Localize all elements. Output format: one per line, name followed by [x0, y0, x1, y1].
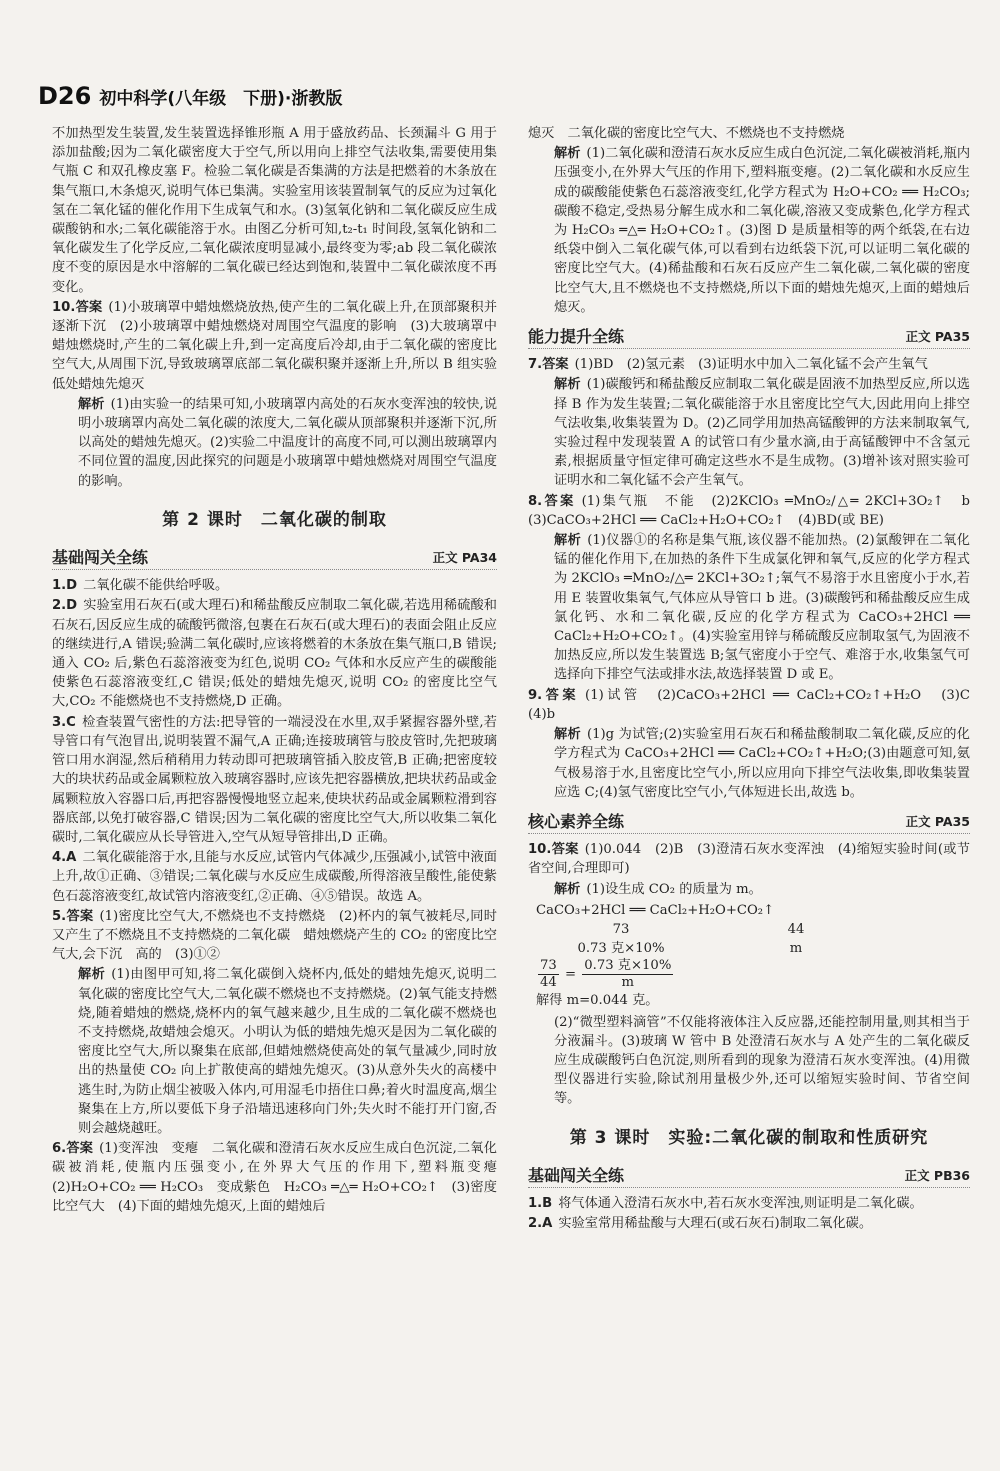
question-number: 4.A — [52, 850, 77, 866]
q4-text: 二氧化碳能溶于水,且能与水反应,试管内气体减少,压强减小,试管中液面上升,故①正确、③错误;二氧化碳与水反应生成碳酸,所得溶液呈酸性,能使紫色石蕊溶液变红,故试管内溶液变红,②正确、④⑤错误。故选 A。 — [52, 850, 497, 904]
page-header — [38, 78, 342, 114]
fraction-numerator: 0.73 克×10% — [584, 958, 672, 974]
section-ref: 正文 PA35 — [905, 329, 970, 345]
answer-text: (1)小玻璃罩中蜡烛燃烧放热,使产生的二氧化碳上升,在顶部聚积并逐渐下沉 (2)小玻璃罩中蜡烛燃烧对周围空气温度的影响 (3)大玻璃罩中蜡烛燃烧时,产生的二氧化碳上升,到一定高度后冷却,由于二氧化碳的密度比空气大,从周围下沉,导致玻璃罩底部二氧化碳积聚并逐渐上升,所以 B 组实验低处蜡烛先熄灭 — [52, 299, 498, 392]
analysis-tag: 解析 — [554, 533, 582, 549]
section-basic-2 — [528, 1166, 970, 1188]
analysis-text: (1)仪器①的名称是集气瓶,该仪器不能加热。(2)氯酸钾在二氧化锰的催化作用下,在加热的条件下生成氯化钾和氧气,反应的化学方程式为 2KClO₃ ═MnO₂/△═ 2KCl+3O₂↑;氧气不易溶于水且密度小于水,若用 E 装置收集氧气,气体应从导管口 b 进。(3)碳酸钙和稀盐酸反应生成氯化钙、水和二氧化碳,反应的化学方程式为 CaCO₃+2HCl ══ CaCl₂+H₂O+CO₂↑。(4)实验室用锌与稀硫酸反应制取氢气,为固液不加热反应,所以发生装置选 B;氢气密度小于空气、难溶于水,收集氢气可选择向下排空气法或排水法,故选择装置 D 或 E。 — [554, 533, 970, 683]
calc-equation: CaCO₃+2HCl ══ CaCl₂+H₂O+CO₂↑ — [536, 902, 775, 918]
question-number: 1.B — [528, 1195, 553, 1211]
section-ref: 正文 PA35 — [905, 813, 970, 829]
analysis-tag: 解析 — [554, 146, 581, 162]
question-number: 2.A — [528, 1216, 553, 1232]
q1-text: 将气体通入澄清石灰水中,若石灰水变浑浊,则证明是二氧化碳。 — [558, 1195, 923, 1211]
q10-analysis — [52, 395, 497, 491]
q2-text: 实验室用石灰石(或大理石)和稀盐酸反应制取二氧化碳,若选用稀硫酸和石灰石,因反应生成的硫酸钙微溶,包裹在石灰石(或大理石)的表面会阻止反应的继续进行,A 错误;验满二氧化碳时,应该将燃着的木条放在集气瓶口,B 错误;通入 CO₂ 后,紫色石蕊溶液变为红色,说明 CO₂ 气体和水反应产生的碳酸能使紫色石蕊溶液变红,C 错误;低处的蜡烛先熄灭,说明 CO₂ 的密度比空气大,CO₂ 不能燃烧也不支持燃烧,D 正确。 — [52, 598, 497, 710]
q10r-answer — [528, 840, 970, 878]
section-ability — [528, 327, 970, 349]
section-name: 核心素养全练 — [528, 811, 625, 831]
q1 — [52, 576, 497, 595]
q10r-analysis — [528, 880, 970, 899]
q10-answer — [52, 298, 497, 394]
answer-text: (1)密度比空气大,不燃烧也不支持燃烧 (2)杯内的氧气被耗尽,同时又产生了不燃烧且不支持燃烧的二氧化碳 蜡烛燃烧产生的 CO₂ 的密度比空气大,会下沉 高的 (3)①② — [52, 908, 497, 963]
fraction-numerator: 73 — [540, 958, 557, 974]
analysis-tag: 解析 — [78, 396, 105, 412]
q9-analysis — [528, 725, 970, 802]
answer-tag: 答案 — [66, 908, 94, 924]
q3 — [52, 713, 497, 847]
question-number: 10. — [528, 842, 552, 858]
question-number: 10. — [52, 299, 76, 315]
q9-answer — [528, 686, 984, 724]
answer-tag: 答案 — [66, 1141, 94, 1157]
q10r-analysis-2: (2)“微型塑料滴管”不仅能将液体注入反应器,还能控制用量,则其相当于分液漏斗。(3)玻璃 W 管中 B 处澄清石灰水与 A 处产生的二氧化碳反应生成碳酸钙白色沉淀,则所看到的现象为澄清石灰水变浑浊。(4)用微型仪器进行实验,除试剂用量极少外,还可以缩短实验时间、节省空间等。 — [554, 1014, 970, 1107]
question-number: 9. — [528, 687, 543, 703]
answer-text: (1)集气瓶 不能 (2)2KClO₃ ═MnO₂/△═ 2KCl+3O₂↑ b (3)CaCO₃+2HCl ══ CaCl₂+H₂O+CO₂↑ (4)BD(或 BE) — [528, 493, 984, 528]
analysis-text: (1)碳酸钙和稀盐酸反应制取二氧化碳是固液不加热型反应,所以选择 B 作为发生装置;二氧化碳能溶于水且密度比空气大,因此用向上排空气法收集,收集装置为 D。(2)乙同学用加热高锰酸钾的方法来制取氧气,实验过程中发现装置 A 的试管口有少量水滴,由于高锰酸钾中不含氢元素,根据质量守恒定律可确定这些水不是生成物。(3)增补该对照实验可证明水和二氧化锰不会产生氧气。 — [554, 377, 970, 489]
question-number: 7. — [528, 357, 543, 373]
section-ref: 正文 PA34 — [432, 550, 497, 566]
q5-analysis — [52, 965, 497, 1138]
q6-answer — [52, 1139, 511, 1216]
question-number: 2.D — [52, 598, 78, 614]
fraction-denominator: m — [621, 975, 635, 991]
calc-row-2 — [536, 939, 970, 958]
q1-lesson3 — [528, 1194, 970, 1213]
calculation — [528, 901, 970, 1011]
book-title: 初中科学(八年级 下册)·浙教版 — [99, 88, 343, 109]
answer-text: (1)变浑浊 变瘪 二氧化碳和澄清石灰水反应生成白色沉淀,二氧化碳被消耗,使瓶内压强变小,在外界大气压的作用下,塑料瓶变瘪 (2)H₂O+CO₂ ══ H₂CO₃ 变成紫色 H₂CO₃ ═△═ H₂O+CO₂↑ (3)密度比空气大 (4)下面的蜡烛先熄灭,上面的蜡烛后 — [52, 1141, 511, 1214]
calc-result: 解得 m=0.044 克。 — [536, 993, 659, 1009]
q4 — [52, 848, 497, 906]
q2-lesson3 — [528, 1214, 970, 1233]
calc-row-1 — [536, 920, 970, 939]
q2-text: 实验室常用稀盐酸与大理石(或石灰石)制取二氧化碳。 — [558, 1216, 873, 1232]
right-column — [528, 124, 984, 1461]
q7-answer — [528, 355, 970, 374]
answer-tag: 答案 — [542, 493, 576, 509]
section-ref: 正文 PB36 — [904, 1167, 970, 1183]
intro-paragraph: 不加热型发生装置,发生装置选择锥形瓶 A 用于盛放药品、长颈漏斗 G 用于添加盐酸;因为二氧化碳密度大于空气,所以用向上排空气法收集,需要使用集气瓶 C 和双孔橡皮塞 F。检验二氧化碳是否集满的方法是把燃着的木条放在集气瓶口,木条熄灭,说明气体已集满。实验室用该装置制氧气的反应为过氧化氢在二氧化锰的催化作用下生成氧气和水。(3)氢氧化钠和二氧化碳反应生成碳酸钠和水;二氧化碳能溶于水。由图乙分析可知,t₂-t₁ 时间段,氢氧化钠和二氧化碳发生了化学反应,二氧化碳浓度明显减小,最终变为零;ab 段二氧化碳浓度不变的原因是水中溶解的二氧化碳已经达到饱和,装置中二氧化碳浓度不再变化。 — [52, 126, 497, 295]
fraction-left — [538, 958, 559, 991]
q6-continued: 熄灭 二氧化碳的密度比空气大、不燃烧也不支持燃烧 — [528, 126, 845, 141]
question-number: 5. — [52, 908, 67, 924]
lesson-2-title: 第 2 课时 二氧化碳的制取 — [162, 509, 387, 530]
section-name: 能力提升全练 — [528, 327, 625, 347]
answer-text: (1)0.044 (2)B (3)澄清石灰水变浑浊 (4)缩短实验时间(或节省空间,合理即可) — [528, 842, 970, 877]
page-number: D26 — [38, 82, 92, 110]
analysis-tag: 解析 — [554, 881, 581, 897]
section-basic — [52, 548, 497, 570]
q7-analysis — [528, 375, 970, 490]
answer-text: (1)试管 (2)CaCO₃+2HCl ══ CaCl₂+CO₂↑+H₂O (3)C (4)b — [528, 687, 984, 722]
question-number: 6. — [52, 1141, 67, 1157]
q8-analysis — [528, 531, 970, 685]
calc-mass-b: m — [789, 941, 803, 957]
q5-answer — [52, 907, 497, 965]
lesson-3-title: 第 3 课时 实验:二氧化碳的制取和性质研究 — [569, 1127, 929, 1148]
analysis-text: (1)g 为试管;(2)实验室用石灰石和稀盐酸制取二氧化碳,反应的化学方程式为 CaCO₃+2HCl ══ CaCl₂+CO₂↑+H₂O;(3)由题意可知,氨气极易溶于水,且密度比空气小,所以应用向下排空气法收集,即收集装置应选 C;(4)氢气密度比空气小,气体短进长出,故选 b。 — [554, 727, 970, 800]
fraction-denominator: 44 — [540, 975, 557, 991]
q6-analysis — [528, 144, 970, 317]
question-number: 3.C — [52, 714, 76, 730]
analysis-tag: 解析 — [78, 967, 106, 983]
answer-tag: 答案 — [75, 299, 103, 315]
calc-molar-b: 44 — [787, 921, 805, 937]
section-name: 基础闯关全练 — [528, 1165, 625, 1185]
answer-tag: 答案 — [542, 357, 569, 373]
analysis-text: (1)二氧化碳和澄清石灰水反应生成白色沉淀,二氧化碳被消耗,瓶内压强变小,在外界大气压的作用下,塑料瓶变瘪。(2)二氧化碳和水反应生成的碳酸能使紫色石蕊溶液变红,化学方程式为 H₂O+CO₂ ══ H₂CO₃;碳酸不稳定,受热易分解生成水和二氧化碳,溶液又变成紫色,化学方程式为 H₂CO₃ ═△═ H₂O+CO₂↑。(3)图 D 是质量相等的两个纸袋,在右边纸袋中倒入二氧化碳气体,可以看到右边纸袋下沉,可以证明二氧化碳的密度比空气大。(4)稀盐酸和石灰石反应产生二氧化碳,二氧化碳的密度比空气大,且不燃烧也不支持燃烧,所以下面的蜡烛先熄灭,上面的蜡烛后熄灭。 — [554, 146, 971, 315]
analysis-text: (1)由实验一的结果可知,小玻璃罩内高处的石灰水变浑浊的较快,说明小玻璃罩内高处二氧化碳的浓度大,二氧化碳从顶部聚积并逐渐下沉,所以高处的蜡烛先熄灭。(2)实验二中温度计的高度不同,可以测出玻璃罩内不同位置的温度,因此探究的问题是小玻璃罩中蜡烛燃烧对周围空气温度的影响。 — [78, 396, 498, 489]
analysis-text: (1)由图甲可知,将二氧化碳倒入烧杯内,低处的蜡烛先熄灭,说明二氧化碳的密度比空气大,二氧化碳不燃烧也不支持燃烧。(2)氧气能支持燃烧,随着蜡烛的燃烧,烧杯内的氧气越来越少,且生成的二氧化碳不燃烧也不支持燃烧,故蜡烛会熄灭。小明认为低的蜡烛先熄灭是因为二氧化碳的密度比空气大,所以聚集在底部,但蜡烛燃烧使高处的氧气量减少,同时放出的热量使 CO₂ 向上扩散使高的蜡烛先熄灭。(3)从意外失火的高楼中逃生时,为防止烟尘被吸入体内,可用湿毛巾捂住口鼻;着火时温度高,烟尘聚集在上方,所以要低下身子沿墙迅速移向门外;失火时不能打开门窗,否则会越烧越旺。 — [78, 967, 497, 1136]
section-name: 基础闯关全练 — [52, 548, 149, 568]
section-core — [528, 812, 970, 834]
calc-mass-a: 0.73 克×10% — [577, 941, 665, 957]
answer-text: (1)BD (2)氢元素 (3)证明水中加入二氧化锰不会产生氧气 — [574, 357, 928, 373]
q3-text: 检查装置气密性的方法:把导管的一端浸没在水里,双手紧握容器外壁,若导管口有气泡冒出,说明装置不漏气,A 正确;连接玻璃管与胶皮管时,先把玻璃管口用水润湿,然后稍稍用力转动即可把玻璃管插入胶皮管,B 正确;把密度较大的块状药品或金属颗粒放入玻璃容器时,应该先把容器横放,把块状药品或金属颗粒放入容器口后,再把容器慢慢地竖立起来,使块状药品或金属颗粒滑到容器底部,以免打破容器,C 错误;因为二氧化碳的密度比空气大,所以收集二氧化碳时,二氧化碳应从长导管进入,空气从短导管排出,D 正确。 — [52, 714, 497, 845]
q1-text: 二氧化碳不能供给呼吸。 — [83, 578, 229, 594]
fraction-right — [582, 958, 673, 991]
equals-sign: = — [564, 967, 577, 983]
q2 — [52, 596, 497, 711]
left-column — [52, 124, 511, 1461]
analysis-text: (1)设生成 CO₂ 的质量为 m。 — [586, 881, 762, 897]
analysis-tag: 解析 — [554, 727, 581, 743]
question-number: 8. — [528, 493, 543, 509]
calc-molar-a: 73 — [612, 921, 630, 937]
answer-tag: 答案 — [542, 687, 580, 703]
q8-answer — [528, 492, 984, 530]
answer-tag: 答案 — [551, 842, 579, 858]
calc-proportion — [536, 958, 970, 991]
question-number: 1.D — [52, 578, 78, 594]
analysis-tag: 解析 — [554, 377, 581, 393]
